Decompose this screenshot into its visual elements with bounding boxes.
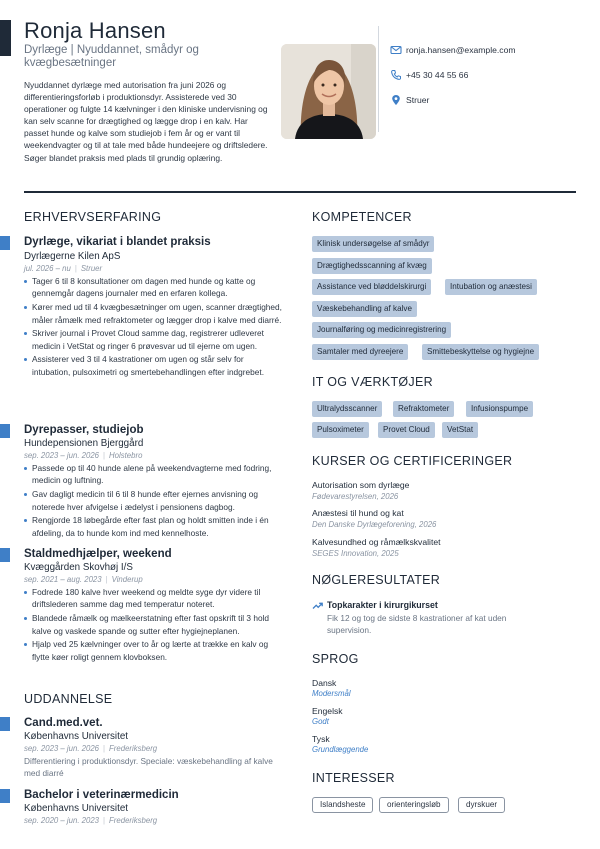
job-bullet: Passede op til 40 hunde alene på weekendvagterne med fodring, medicin og luftning. <box>24 462 282 487</box>
job-meta <box>24 264 102 273</box>
candidate-title: Dyrlæge | Nyuddannet, smådyr og kvægbesætninger <box>24 44 199 69</box>
tool-tag: Refraktometer <box>393 401 454 417</box>
language-name: Tysk <box>312 734 330 744</box>
contact-email[interactable] <box>390 44 580 58</box>
job-meta <box>24 575 143 584</box>
interest-tag: orienteringsløb <box>379 797 449 813</box>
job-accent-marker <box>0 236 10 250</box>
job-title: Dyrepasser, studiejob <box>24 424 144 436</box>
job-bullets <box>24 586 282 664</box>
job-company: Dyrlægerne Kilen ApS <box>24 251 121 262</box>
trending-up-icon <box>312 600 323 611</box>
course-org: SEGES Innovation, 2025 <box>312 549 399 558</box>
job-bullet: Skriver journal i Provet Cloud samme dag, registrerer udleveret medicin i VetStat og ringer 6 prøvesvar ud til ejerne om ugen. <box>24 327 282 352</box>
achievement-title: Topkarakter i kirurgikurset <box>327 600 438 610</box>
meta-separator: | <box>74 264 77 273</box>
job-location: Holstebro <box>109 451 143 460</box>
job-dates: sep. 2023 – jun. 2026 <box>24 451 99 460</box>
education-meta <box>24 744 157 753</box>
job-bullet: Hjalp ved 25 kælvninger over to år og lærte at trække en kalv og flytte køer roligt gennem klovboksen. <box>24 638 282 663</box>
location-pin-icon <box>390 94 402 106</box>
education-description: Differentiering i produktionsdyr. Speciale: væskebehandling af kalve med diarré <box>24 756 273 779</box>
education-school: Københavns Universitet <box>24 803 129 814</box>
education-degree: Cand.med.vet. <box>24 717 103 729</box>
education-meta <box>24 816 157 825</box>
education-degree: Bachelor i veterinærmedicin <box>24 789 179 801</box>
skill-tag: Samtaler med dyreejere <box>312 344 408 360</box>
skill-tag: Assistance ved bløddelskirurgi <box>312 279 431 295</box>
job-bullets <box>24 275 282 379</box>
section-title-courses: KURSER OG CERTIFICERINGER <box>312 454 513 468</box>
job-bullet: Tager 6 til 8 konsultationer om dagen med hunde og katte og gennemgår dagens journaler med en erfaren kollega. <box>24 275 282 300</box>
section-title-tools: IT OG VÆRKTØJER <box>312 375 433 389</box>
meta-separator: | <box>105 575 108 584</box>
job-company: Hundepensionen Bjerggård <box>24 438 144 449</box>
job-dates: jul. 2026 – nu <box>24 264 71 273</box>
interest-tag: dyrskuer <box>458 797 505 813</box>
profile-photo-image <box>281 44 376 139</box>
meta-separator: | <box>103 451 106 460</box>
phone-icon <box>390 69 402 81</box>
education-school: Københavns Universitet <box>24 731 129 742</box>
contact-location <box>390 94 580 108</box>
achievement-description: Fik 12 og tog de sidste 8 kastrationer af kat uden supervision. <box>327 613 507 636</box>
job-bullet: Assisterer ved 3 til 4 kastrationer om ugen og står selv for intubation, pulsoximetri og smertebehandlingen efter indgrebet. <box>24 353 282 378</box>
section-title-interests: INTERESSER <box>312 771 395 785</box>
tool-tag: Infusionspumpe <box>466 401 533 417</box>
course-org: Fødevarestyrelsen, 2026 <box>312 492 399 501</box>
phone-text: +45 30 44 55 66 <box>406 70 469 80</box>
job-location: Struer <box>80 264 103 273</box>
skill-tag: Klinisk undersøgelse af smådyr <box>312 236 434 252</box>
job-location: Vinderup <box>111 575 143 584</box>
section-title-skills: KOMPETENCER <box>312 210 412 224</box>
language-name: Engelsk <box>312 706 343 716</box>
contact-divider <box>378 26 379 132</box>
skill-tag: Smittebeskyttelse og hygiejne <box>422 344 539 360</box>
job-bullet: Fodrede 180 kalve hver weekend og meldte syge dyr videre til driftslederen samme dag med temperatur noteret. <box>24 586 282 611</box>
mail-icon <box>390 44 402 56</box>
candidate-name: Ronja Hansen <box>24 18 166 43</box>
meta-separator: | <box>103 816 106 825</box>
job-company: Kvæggården Skovhøj I/S <box>24 562 133 573</box>
profile-photo <box>281 44 376 139</box>
job-meta <box>24 451 142 460</box>
education-accent-marker <box>0 717 10 731</box>
tool-tag: VetStat <box>442 422 478 438</box>
education-dates: sep. 2023 – jun. 2026 <box>24 744 99 753</box>
location-text: Struer <box>406 95 430 105</box>
course-org: Den Danske Dyrlægeforening, 2026 <box>312 520 437 529</box>
header-accent-bar <box>0 20 11 56</box>
job-title: Staldmedhjælper, weekend <box>24 548 172 560</box>
language-level: Grundlæggende <box>312 745 369 754</box>
profile-summary: Nyuddannet dyrlæge med autorisation fra juni 2026 og differentieringsforløb i produktionsdyr. Assisterede ved 30 operationer og fulgte 14 kælvninger i den kliniske undervisning og kan selv scanne for drægtighed og lægge drop i en kalv. Har passet hunde og kalve som studiejob i fem år og er vant til weekendvagter og til at tale med både hundeejere og driftsledere. Søger blandet praksis med plads til grundig oplæring. <box>24 80 268 163</box>
education-location: Frederiksberg <box>109 744 158 753</box>
meta-separator: | <box>103 744 106 753</box>
course-name: Autorisation som dyrlæge <box>312 480 410 490</box>
job-bullets <box>24 462 282 540</box>
section-title-experience: ERHVERVSERFARING <box>24 210 162 224</box>
job-bullet: Rengjorde 18 løbegårde efter fast plan og holdt smitten inde i én afdeling, da to hunde kom ind med kennelhoste. <box>24 514 282 539</box>
education-accent-marker <box>0 789 10 803</box>
course-name: Anæstesi til hund og kat <box>312 508 404 518</box>
contact-phone[interactable] <box>390 69 580 83</box>
section-title-achievements: NØGLERESULTATER <box>312 573 441 587</box>
job-title: Dyrlæge, vikariat i blandet praksis <box>24 236 211 248</box>
job-bullet: Kører med ud til 4 kvægbesætninger om ugen, scanner drægtighed, måler råmælk med refraktometer og lægger drop i kalve med diarré. <box>24 301 282 326</box>
language-level: Modersmål <box>312 689 351 698</box>
interest-tag: Islandsheste <box>312 797 373 813</box>
job-dates: sep. 2021 – aug. 2023 <box>24 575 102 584</box>
tool-tag: Pulsoximeter <box>312 422 369 438</box>
skill-tag: Journalføring og medicinregistrering <box>312 322 451 338</box>
education-dates: sep. 2020 – jun. 2023 <box>24 816 99 825</box>
job-bullet: Blandede råmælk og mælkeerstatning efter fast opskrift til 3 hold kalve og vaskede spande og sutter efter hygiejneplanen. <box>24 612 282 637</box>
tool-tag: Ultralydsscanner <box>312 401 382 417</box>
section-title-education: UDDANNELSE <box>24 692 113 706</box>
job-accent-marker <box>0 548 10 562</box>
header-divider <box>24 191 576 193</box>
section-title-languages: SPROG <box>312 652 359 666</box>
job-bullet: Gav dagligt medicin til 6 til 8 hunde efter ejernes anvisning og noterede hver afvigelse i ædelyst i pensionens dagbog. <box>24 488 282 513</box>
language-level: Godt <box>312 717 329 726</box>
skill-tag: Intubation og anæstesi <box>445 279 537 295</box>
skill-tag: Væskebehandling af kalve <box>312 301 417 317</box>
language-name: Dansk <box>312 678 337 688</box>
skill-tag: Drægtighedsscanning af kvæg <box>312 258 432 274</box>
education-location: Frederiksberg <box>109 816 158 825</box>
course-name: Kalvesundhed og råmælkskvalitet <box>312 537 441 547</box>
email-text: ronja.hansen@example.com <box>406 45 516 55</box>
job-accent-marker <box>0 424 10 438</box>
tool-tag: Provet Cloud <box>378 422 435 438</box>
